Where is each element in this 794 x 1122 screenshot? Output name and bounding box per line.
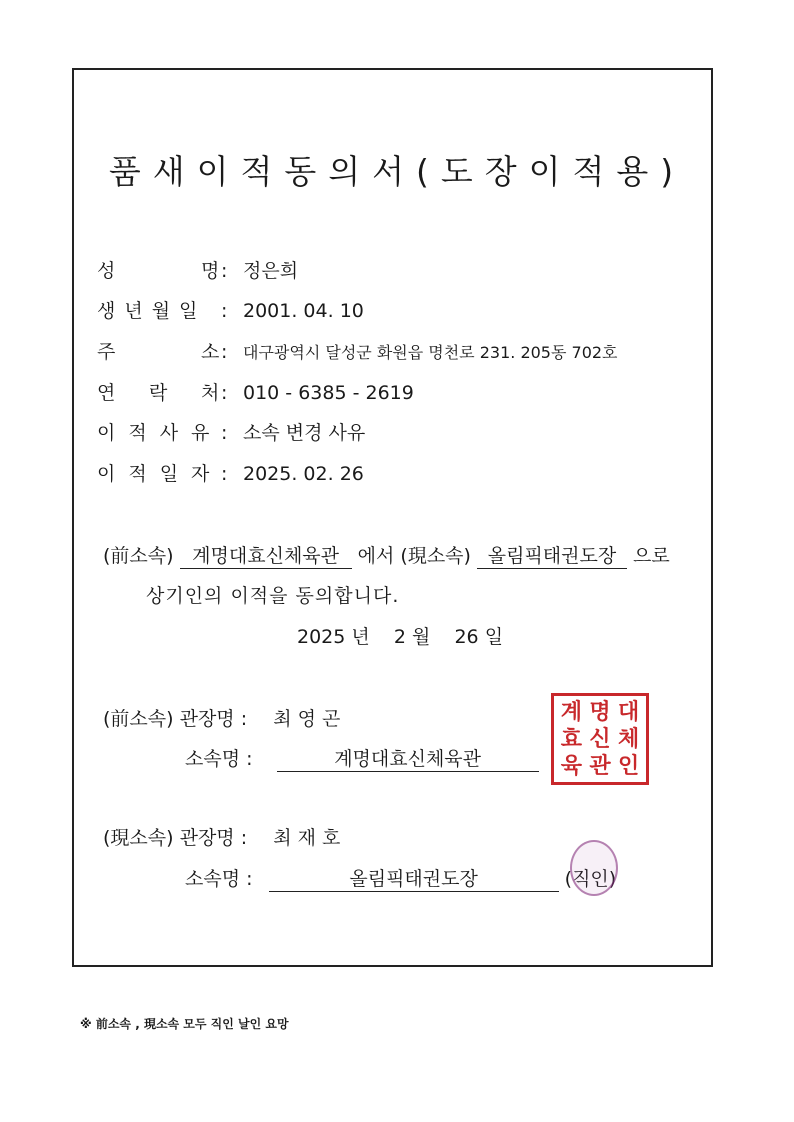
field-value: 소속 변경 사유	[243, 422, 366, 444]
field-label: 이적일자	[97, 463, 223, 485]
prev-director-row	[103, 704, 340, 731]
date-year: 2025	[297, 626, 346, 648]
document-title: 품새이적동의서(도장이적용)	[108, 152, 686, 191]
field-label: 주 소	[97, 341, 220, 363]
from-word: 에서	[357, 545, 395, 567]
prev-director-label: 관장명 :	[179, 708, 248, 730]
field-phone-row: 연 락 처: 010 - 6385 - 2619	[97, 378, 414, 405]
prev-director-name: 최 영 곤	[273, 708, 341, 730]
field-label: 이적사유	[97, 422, 223, 444]
consent-line	[103, 541, 670, 569]
prev-section-tag: (前소속)	[103, 708, 174, 730]
field-value: 010 - 6385 - 2619	[243, 382, 414, 404]
prev-gym-value: 계명대효신체육관	[277, 744, 539, 772]
prev-gym-seal-stamp: 계 명 대 효 신 체 육 관 인	[551, 693, 649, 785]
prev-gym-row	[185, 744, 539, 772]
field-label: 성 명	[97, 260, 220, 282]
field-reason-row: 이적사유: 소속 변경 사유	[97, 418, 365, 445]
to-word: 으로	[633, 545, 670, 567]
cur-gym-label: 소속명 :	[185, 868, 253, 890]
field-value: 2025. 02. 26	[243, 463, 364, 485]
field-date-row: 이적일자: 2025. 02. 26	[97, 459, 364, 486]
cur-tag: (現소속)	[400, 545, 471, 567]
prev-tag: (前소속)	[103, 545, 174, 567]
consent-statement: 상기인의 이적을 동의합니다.	[146, 585, 400, 607]
field-value: 정은희	[243, 260, 299, 282]
cur-gym-value: 올림픽태권도장	[269, 864, 559, 892]
date-day: 26	[454, 626, 479, 648]
seal-note: (직인)	[564, 868, 617, 890]
date-day-unit: 일	[484, 626, 504, 648]
field-label: 생년월일	[97, 300, 207, 322]
prev-gym-label: 소속명 :	[185, 748, 253, 770]
field-value: 2001. 04. 10	[243, 300, 364, 322]
date-month-unit: 월	[412, 626, 431, 648]
footnote: ※ 前소속 , 現소속 모두 직인 날인 요망	[80, 1017, 289, 1031]
cur-director-row	[103, 823, 340, 850]
cur-gym-row	[185, 864, 616, 892]
cur-director-label: 관장명 :	[179, 827, 248, 849]
cur-section-tag: (現소속)	[103, 827, 174, 849]
consent-date	[297, 622, 503, 649]
field-label: 연 락 처	[97, 382, 220, 404]
field-value: 대구광역시 달성군 화원읍 명천로 231. 205동 702호	[243, 343, 618, 362]
field-birth-row: 생년월일 : 2001. 04. 10	[97, 296, 364, 323]
cur-gym-name: 올림픽태권도장	[477, 541, 627, 569]
field-address-row: 주 소: 대구광역시 달성군 화원읍 명천로 231. 205동 702호	[97, 337, 618, 364]
cur-gym-seal-stamp	[570, 840, 618, 896]
date-year-unit: 년	[351, 626, 370, 648]
date-month: 2	[393, 626, 406, 648]
field-name-row: 성 명: 정은희	[97, 256, 298, 283]
prev-gym-name: 계명대효신체육관	[180, 541, 352, 569]
cur-director-name: 최 재 호	[273, 827, 341, 849]
